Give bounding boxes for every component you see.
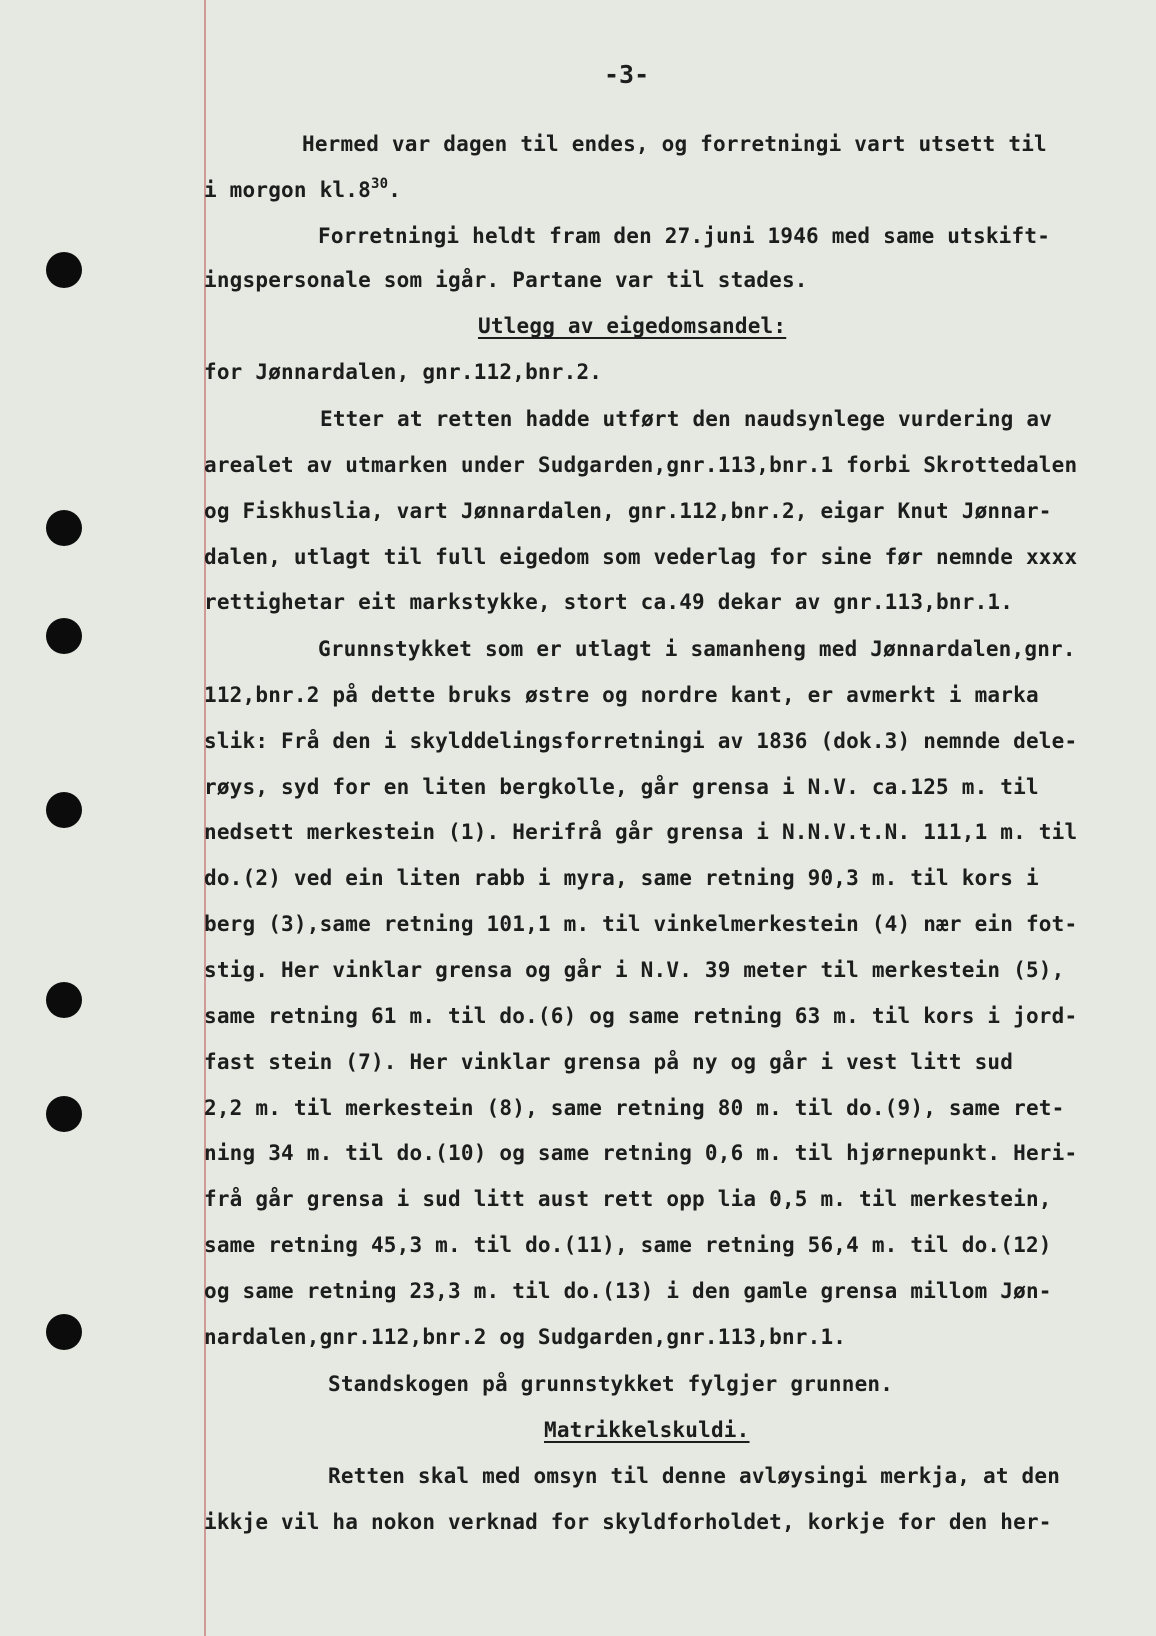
- text-line: Retten skal med omsyn til denne avløysingi merkja, at den: [328, 1464, 1061, 1488]
- text-line: Hermed var dagen til endes, og forretningi vart utsett til: [302, 132, 1047, 156]
- text-line: stig. Her vinklar grensa og går i N.V. 39 meter til merkestein (5),: [204, 958, 1065, 982]
- text-line: ikkje vil ha nokon verknad for skyldforholdet, korkje for den her-: [204, 1510, 1052, 1534]
- text-line: Forretningi heldt fram den 27.juni 1946 med same utskift-: [318, 224, 1051, 248]
- text-line: Grunnstykket som er utlagt i samanheng med Jønnardalen,gnr.: [318, 637, 1076, 661]
- text-line: fast stein (7). Her vinklar grensa på ny og går i vest litt sud: [204, 1050, 1014, 1074]
- text-line: frå går grensa i sud litt aust rett opp lia 0,5 m. til merkestein,: [204, 1187, 1052, 1211]
- text-line: ingspersonale som igår. Partane var til stades.: [204, 268, 808, 292]
- text-line: røys, syd for en liten bergkolle, går grensa i N.V. ca.125 m. til: [204, 775, 1039, 799]
- superscript: 30: [370, 176, 389, 192]
- text-line: slik: Frå den i skylddelingsforretningi av 1836 (dok.3) nemnde dele-: [204, 729, 1078, 753]
- punch-hole: [46, 792, 82, 828]
- text-line: arealet av utmarken under Sudgarden,gnr.113,bnr.1 forbi Skrottedalen: [204, 453, 1078, 477]
- text-line: berg (3),same retning 101,1 m. til vinkelmerkestein (4) nær ein fot-: [204, 912, 1078, 936]
- text-line: og same retning 23,3 m. til do.(13) i den gamle grensa millom Jøn-: [204, 1279, 1052, 1303]
- text-line: same retning 61 m. til do.(6) og same retning 63 m. til kors i jord-: [204, 1004, 1078, 1028]
- text-line: do.(2) ved ein liten rabb i myra, same retning 90,3 m. til kors i: [204, 866, 1039, 890]
- punch-hole: [46, 510, 82, 546]
- section-heading: Matrikkelskuldi.: [544, 1418, 750, 1442]
- text-line: ning 34 m. til do.(10) og same retning 0,6 m. til hjørnepunkt. Heri-: [204, 1141, 1078, 1165]
- text-span: i morgon kl.8: [204, 178, 371, 202]
- text-line: og Fiskhuslia, vart Jønnardalen, gnr.112,bnr.2, eigar Knut Jønnar-: [204, 499, 1052, 523]
- text-line: Etter at retten hadde utført den naudsynlege vurdering av: [320, 407, 1053, 431]
- text-line: same retning 45,3 m. til do.(11), same retning 56,4 m. til do.(12): [204, 1233, 1052, 1257]
- text-line: 112,bnr.2 på dette bruks østre og nordre kant, er avmerkt i marka: [204, 683, 1039, 707]
- text-line: 2,2 m. til merkestein (8), same retning 80 m. til do.(9), same ret-: [204, 1096, 1065, 1120]
- margin-rule: [204, 0, 206, 1636]
- punch-hole: [46, 618, 82, 654]
- page-number: -3-: [604, 60, 650, 89]
- punch-hole: [46, 1314, 82, 1350]
- text-line: nedsett merkestein (1). Herifrå går grensa i N.N.V.t.N. 111,1 m. til: [204, 820, 1078, 844]
- punch-hole: [46, 1096, 82, 1132]
- section-heading: Utlegg av eigedomsandel:: [478, 314, 787, 338]
- punch-hole: [46, 252, 82, 288]
- text-line: Standskogen på grunnstykket fylgjer grunnen.: [328, 1372, 894, 1396]
- punch-hole: [46, 982, 82, 1018]
- text-span: .: [388, 178, 402, 202]
- text-line: rettighetar eit markstykke, stort ca.49 dekar av gnr.113,bnr.1.: [204, 590, 1014, 614]
- text-line: for Jønnardalen, gnr.112,bnr.2.: [204, 360, 603, 384]
- text-line: [204, 176, 401, 202]
- text-line: nardalen,gnr.112,bnr.2 og Sudgarden,gnr.113,bnr.1.: [204, 1325, 847, 1349]
- text-line: dalen, utlagt til full eigedom som vederlag for sine før nemnde xxxx: [204, 545, 1078, 569]
